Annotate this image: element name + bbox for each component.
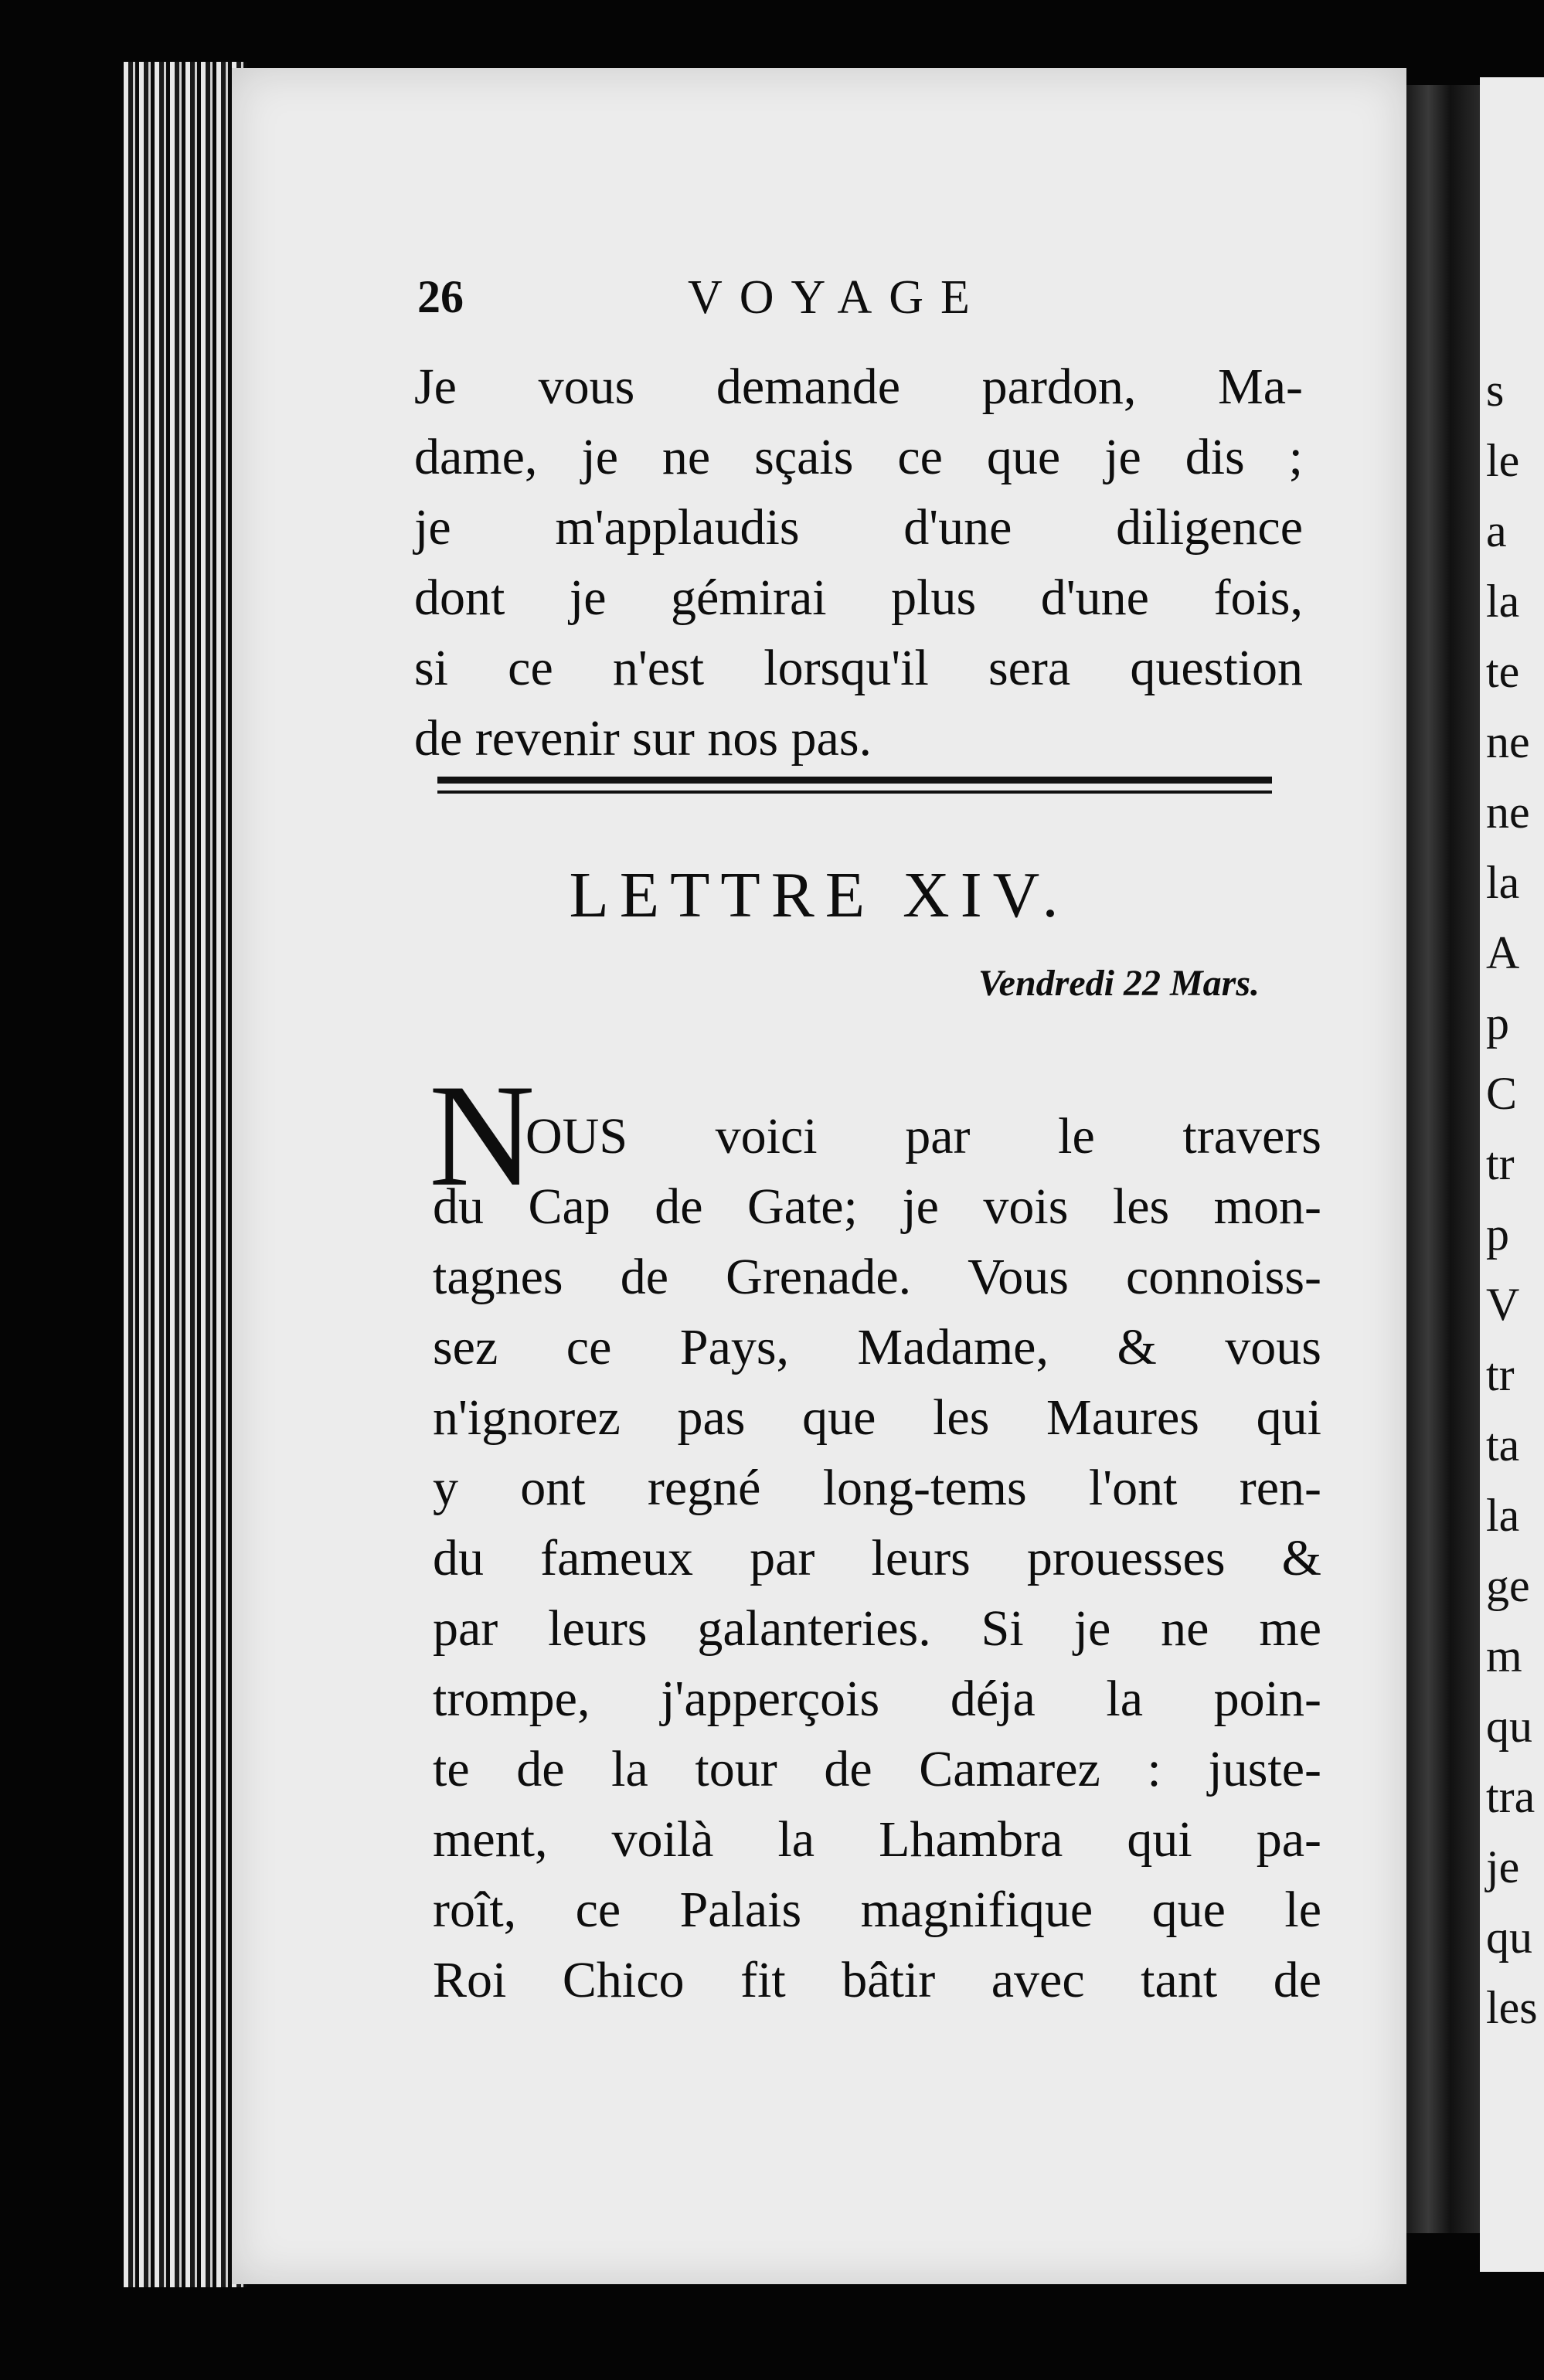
facing-page-fragment: V [1486, 1279, 1520, 1330]
paragraph-2 [433, 1101, 1321, 2015]
running-title: VOYAGE [688, 271, 987, 324]
facing-page-fragment: tra [1486, 1771, 1535, 1822]
facing-page-fragment: la [1486, 857, 1520, 908]
facing-page-fragment: qu [1486, 1912, 1532, 1963]
facing-page-fragment: p [1486, 998, 1509, 1049]
paragraph-1 [414, 352, 1303, 774]
facing-page-fragment: la [1486, 1490, 1520, 1541]
text-line: de revenir sur nos pas. [414, 710, 872, 767]
facing-page-fragment: ge [1486, 1560, 1530, 1611]
facing-page-fragment: C [1486, 1068, 1518, 1119]
facing-page-fragment: ne [1486, 716, 1530, 767]
letter-title: LETTRE XIV. [569, 859, 1070, 931]
facing-page-fragment: A [1486, 927, 1520, 978]
text-line: y ont regné long-tems l'ont ren- [433, 1460, 1321, 1516]
facing-page [1480, 77, 1544, 2272]
text-line: roît, ce Palais magnifique que le [433, 1882, 1321, 1938]
text-line: Je vous demande pardon, Ma- [414, 359, 1303, 415]
text-line: te de la tour de Camarez : juste- [433, 1741, 1321, 1797]
page-number: 26 [417, 271, 464, 322]
page-header [417, 270, 1376, 340]
facing-page-fragment: la [1486, 576, 1520, 627]
facing-page-fragment: les [1486, 1982, 1538, 2033]
text-line: Roi Chico fit bâtir avec tant de [433, 1952, 1321, 2008]
drop-cap: N [429, 1055, 536, 1217]
text-line: du fameux par leurs prouesses & [433, 1530, 1321, 1586]
text-line: ment, voilà la Lhambra qui pa- [433, 1811, 1321, 1868]
text-line: sez ce Pays, Madame, & vous [433, 1319, 1321, 1375]
text-line: OUS voici par le travers [525, 1108, 1321, 1164]
letter-date: Vendredi 22 Mars. [978, 963, 1260, 1004]
text-line: du Cap de Gate; je vois les mon- [433, 1178, 1321, 1235]
facing-page-fragment: p [1486, 1209, 1509, 1260]
text-line: par leurs galanteries. Si je ne me [433, 1600, 1321, 1657]
facing-page-fragment: te [1486, 646, 1520, 697]
facing-page-fragment: ne [1486, 787, 1530, 838]
facing-page-fragment: tr [1486, 1349, 1515, 1400]
text-line: dont je gémirai plus d'une fois, [414, 570, 1303, 626]
section-rule [437, 777, 1272, 794]
facing-page-fragment: qu [1486, 1701, 1532, 1752]
text-line: je m'applaudis d'une diligence [414, 499, 1303, 556]
facing-page-fragment: le [1486, 435, 1520, 486]
facing-page-fragment: s [1486, 365, 1505, 416]
facing-page-fragment: tr [1486, 1138, 1515, 1189]
text-line: tagnes de Grenade. Vous connoiss- [433, 1249, 1321, 1305]
text-line: trompe, j'apperçois déja la poin- [433, 1671, 1321, 1727]
facing-page-fragment: a [1486, 505, 1507, 556]
book-spine [1406, 85, 1480, 2233]
facing-page-fragment: m [1486, 1630, 1522, 1681]
text-line: dame, je ne sçais ce que je dis ; [414, 429, 1303, 485]
facing-page-fragment: ta [1486, 1420, 1520, 1470]
text-line: si ce n'est lorsqu'il sera question [414, 640, 1303, 696]
book-edge [124, 62, 247, 2287]
text-line: n'ignorez pas que les Maures qui [433, 1389, 1321, 1446]
facing-page-fragment: je [1486, 1841, 1520, 1892]
